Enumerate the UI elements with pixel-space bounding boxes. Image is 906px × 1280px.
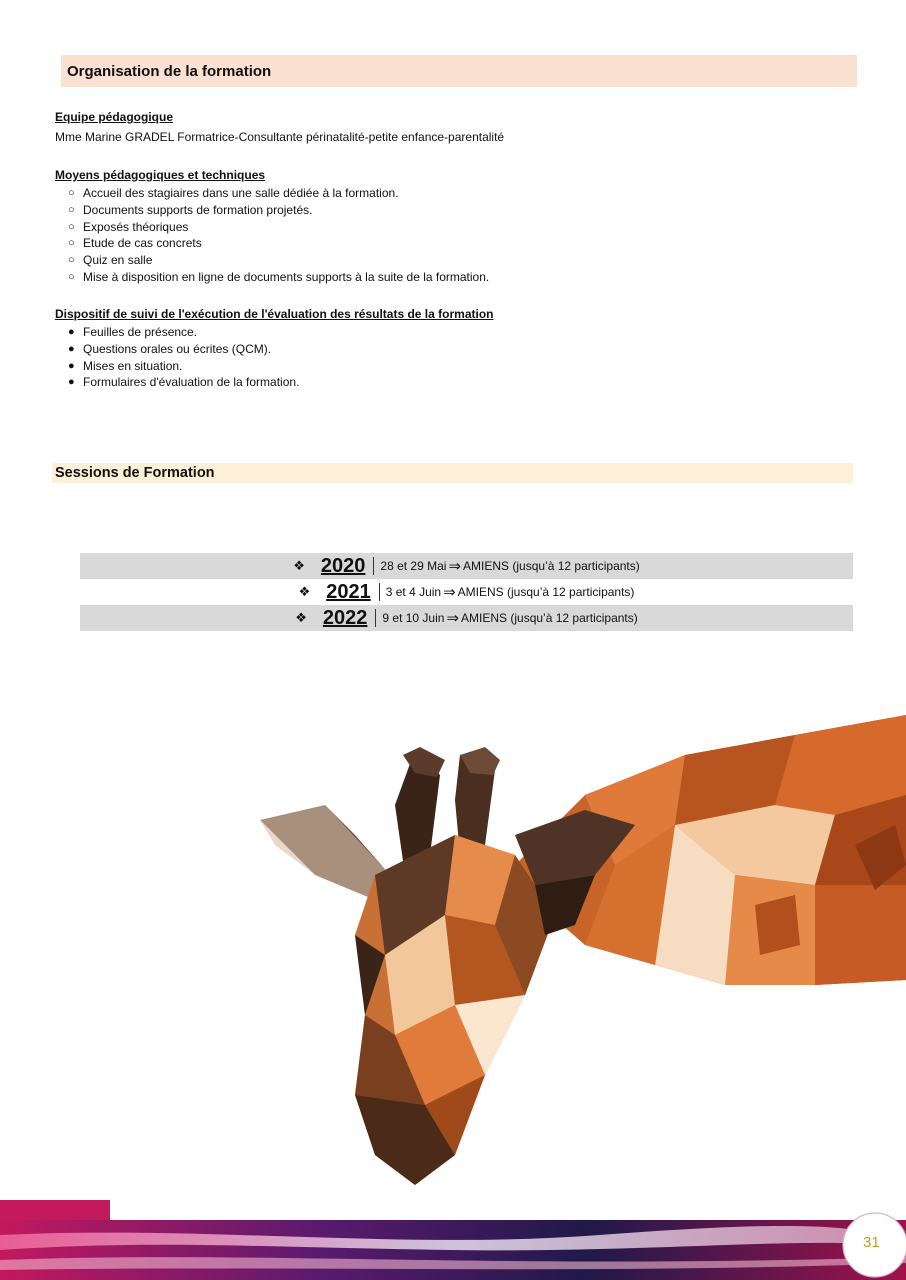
list-item-text: Quiz en salle <box>83 253 153 268</box>
separator <box>375 609 376 627</box>
section-header-sessions: Sessions de Formation <box>52 463 853 483</box>
list-item-text: Etude de cas concrets <box>83 236 202 251</box>
separator <box>373 557 374 575</box>
circle-bullet-icon: ○ <box>68 220 75 233</box>
double-arrow-icon: ⇒ <box>448 558 462 575</box>
list-item-text: Mise à disposition en ligne de documents supports à la suite de la formation. <box>83 269 490 284</box>
means-list <box>55 185 489 286</box>
list-item-text: Formulaires d'évaluation de la formation. <box>83 375 300 390</box>
list-item-text: Mises en situation. <box>83 358 183 373</box>
diamond-bullet-icon: ❖ <box>293 558 305 573</box>
session-year: 2020 <box>320 554 366 577</box>
followup-title: Dispositif de suivi de l'exécution de l'évaluation des résultats de la formation <box>55 307 494 321</box>
session-row <box>80 553 853 579</box>
list-item <box>55 185 489 202</box>
means-title: Moyens pédagogiques et techniques <box>55 168 266 182</box>
session-place: AMIENS (jusqu’à 12 participants) <box>461 611 638 625</box>
dot-bullet-icon: ● <box>68 326 75 338</box>
list-item <box>55 202 489 219</box>
session-year: 2022 <box>322 606 368 629</box>
list-item <box>55 358 493 375</box>
team-section <box>55 109 504 146</box>
session-dates: 28 et 29 Mai <box>380 559 447 573</box>
double-arrow-icon: ⇒ <box>443 584 456 601</box>
list-item-text: Documents supports de formation projetés. <box>83 202 313 217</box>
double-arrow-icon: ⇒ <box>446 610 460 627</box>
session-place: AMIENS (jusqu’à 12 participants) <box>463 559 640 573</box>
list-item-text: Feuilles de présence. <box>83 325 198 339</box>
list-item <box>55 219 489 236</box>
list-item <box>55 324 493 341</box>
circle-bullet-icon: ○ <box>68 237 75 250</box>
diamond-bullet-icon: ❖ <box>295 610 307 625</box>
list-item <box>55 374 493 391</box>
session-dates: 3 et 4 Juin <box>385 585 442 599</box>
list-item-text: Accueil des stagiaires dans une salle dédiée à la formation. <box>83 186 399 200</box>
list-item-text: Questions orales ou écrites (QCM). <box>83 341 272 356</box>
list-item <box>55 269 489 286</box>
dot-bullet-icon: ● <box>68 342 75 355</box>
means-section <box>55 167 489 286</box>
session-dates: 9 et 10 Juin <box>382 611 445 625</box>
section-header-organisation: Organisation de la formation <box>61 55 857 87</box>
session-row <box>80 579 853 605</box>
list-item <box>55 252 489 269</box>
giraffe-illustration <box>255 715 906 1190</box>
circle-bullet-icon: ○ <box>68 270 75 283</box>
dot-bullet-icon: ● <box>68 359 75 372</box>
followup-list <box>55 324 493 391</box>
session-place: AMIENS (jusqu’à 12 participants) <box>457 585 635 599</box>
followup-section <box>55 306 493 391</box>
team-title: Equipe pédagogique <box>55 110 174 124</box>
list-item <box>55 341 493 358</box>
team-text: Mme Marine GRADEL Formatrice-Consultante périnatalité-petite enfance-parentalité <box>55 130 505 144</box>
list-item-text: Exposés théoriques <box>83 219 189 234</box>
page-number: 31 <box>863 1234 880 1251</box>
separator <box>379 583 380 601</box>
circle-bullet-icon: ○ <box>68 254 75 267</box>
dot-bullet-icon: ● <box>68 376 75 389</box>
circle-bullet-icon: ○ <box>68 187 75 199</box>
list-item <box>55 235 489 252</box>
footer-decorative-band <box>0 1195 906 1280</box>
diamond-bullet-icon: ❖ <box>298 584 311 599</box>
session-row <box>80 605 853 631</box>
circle-bullet-icon: ○ <box>68 203 75 216</box>
session-year: 2021 <box>326 580 371 603</box>
